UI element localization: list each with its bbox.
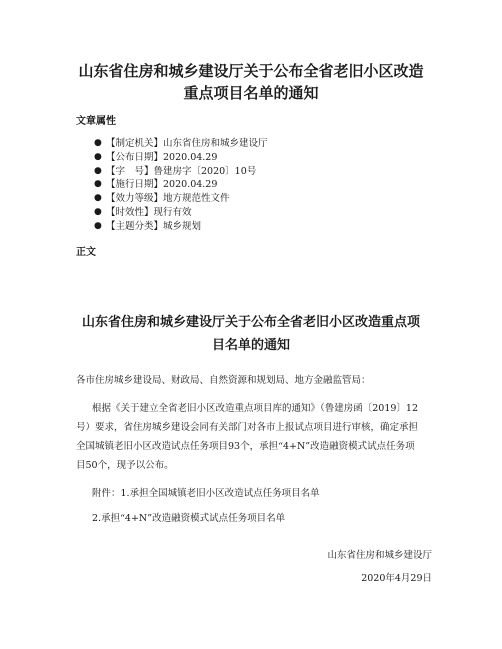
attribute-item [94,151,268,165]
attribute-item [94,220,268,234]
bullet-icon: ● [94,151,102,162]
attributes-list [94,137,268,234]
paragraph-line: 根据《关于建立全省老旧小区改造重点项目库的通知》（鲁建房函〔2019〕12 [92,403,419,414]
document-title-line-2: 重点项目名单的通知 [183,84,319,102]
attribute-text: 【公布日期】2020.04.29 [106,151,218,163]
attribute-text: 【时效性】现行有效 [106,206,192,218]
date: 2020年4月29日 [361,573,432,584]
bullet-icon: ● [94,193,102,204]
paragraph-line: 目50个，现予以公布。 [76,460,174,471]
attribute-text: 【制定机关】山东省住房和城乡建设厅 [106,138,268,149]
body-title-line-1: 山东省住房和城乡建设厅关于公布全省老旧小区改造重点项 [81,315,420,330]
addressee: 各市住房城乡建设局、财政局、自然资源和规划局、地方金融监管局： [76,375,371,386]
attribute-text: 【效力等级】地方规范性文件 [106,193,230,205]
body-heading: 正文 [76,247,96,258]
attributes-heading: 文章属性 [76,116,116,127]
attribute-item [94,192,268,206]
attribute-text: 【主题分类】城乡规划 [106,220,202,232]
bullet-icon: ● [94,206,102,217]
attribute-text: 【施行日期】2020.04.29 [106,179,218,191]
document-title [40,60,462,104]
attachment-2: 2.承担“4+N”改造融资模式试点任务项目名单 [92,513,286,524]
attribute-item [94,206,268,220]
bullet-icon: ● [94,165,102,176]
attachment-1: 附件：1.承担全国城镇老旧小区改造试点任务项目名单 [92,488,320,499]
attribute-text: 【字 号】鲁建房字〔2020〕10号 [106,165,257,177]
body-title-line-2: 目名单的通知 [211,338,290,353]
paragraph-line: 号）要求，省住房城乡建设会同有关部门对各市上报试点项目进行审核，确定承担 [76,422,419,433]
attribute-item [94,178,268,192]
signature: 山东省住房和城乡建设厅 [327,550,432,561]
document-title-line-1: 山东省住房和城乡建设厅关于公布全省老旧小区改造 [78,62,424,80]
bullet-icon: ● [94,138,102,148]
attribute-item [94,137,268,151]
bullet-icon: ● [94,220,102,231]
bullet-icon: ● [94,179,102,190]
paragraph-line: 全国城镇老旧小区改造试点任务项目93个，承担“4+N”改造融资模式试点任务项 [76,441,415,452]
body-title [60,311,442,357]
attribute-item [94,165,268,179]
